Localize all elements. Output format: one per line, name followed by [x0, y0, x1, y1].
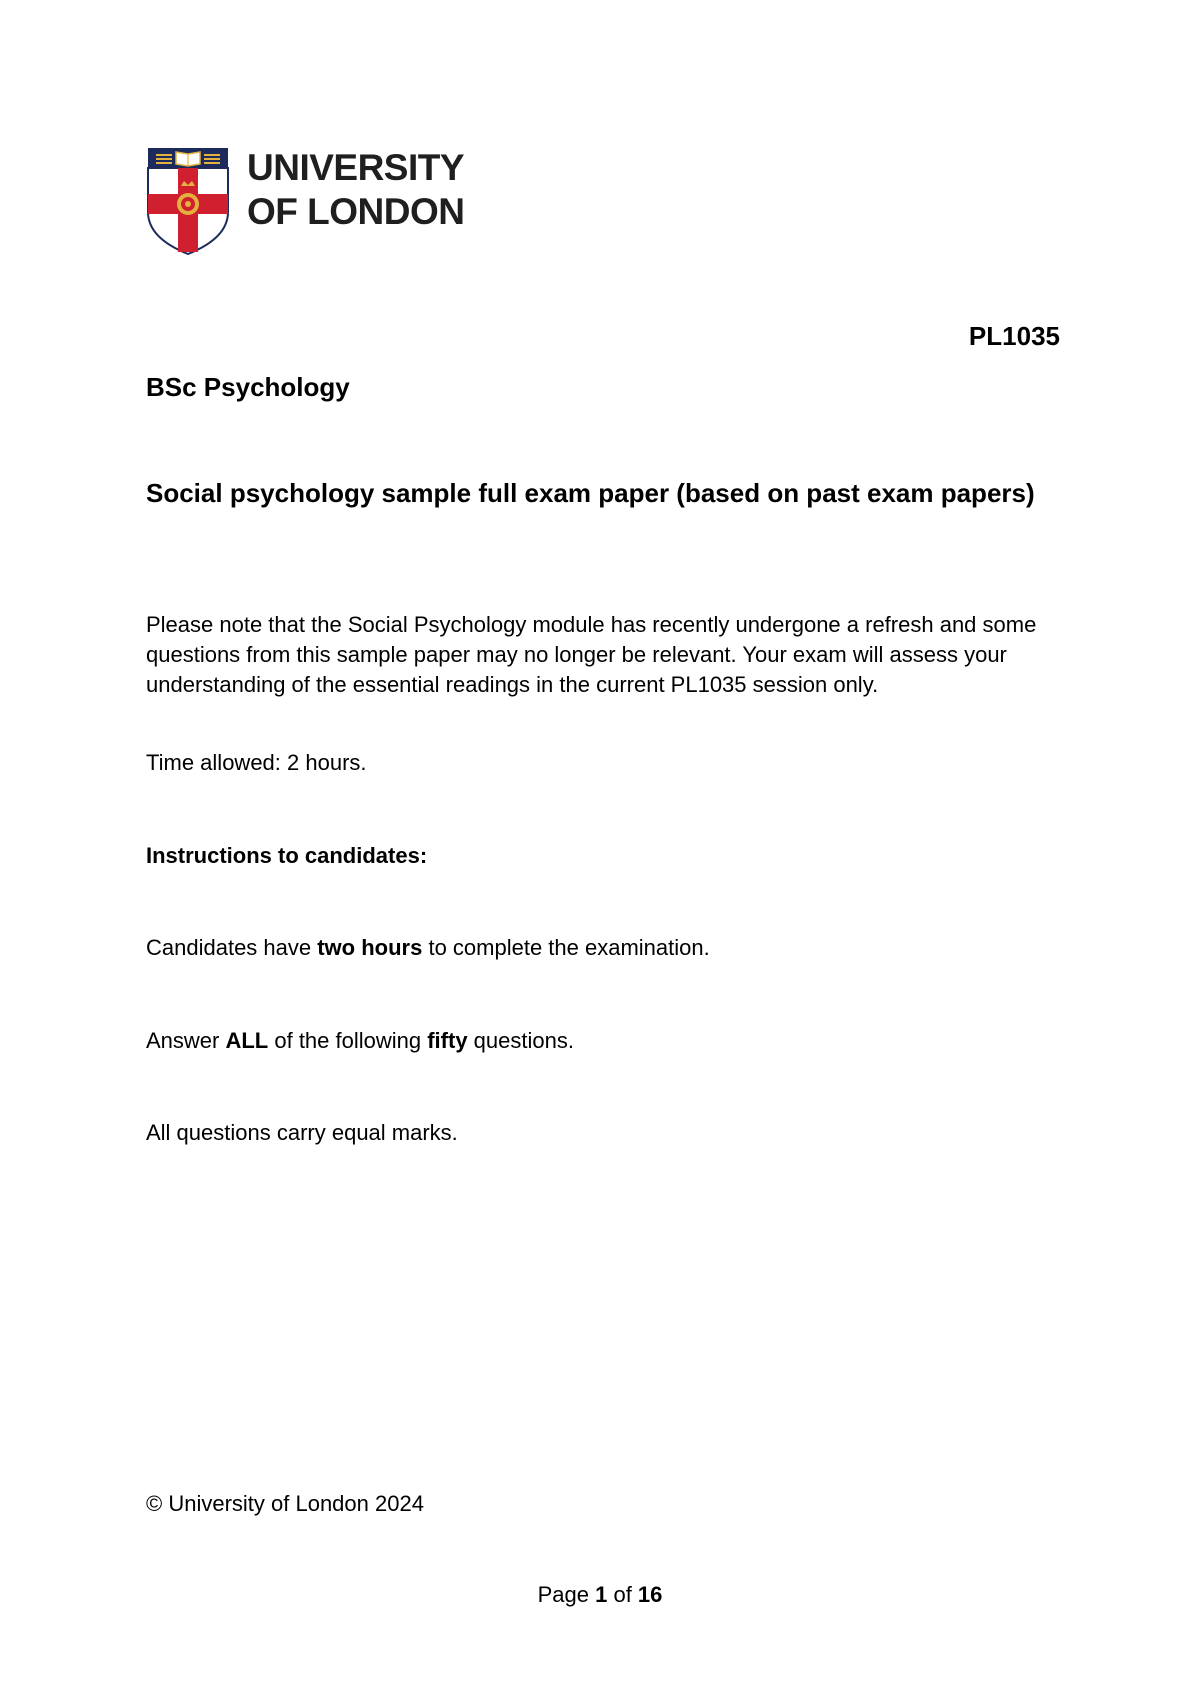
wordmark-line-1: UNIVERSITY — [247, 147, 465, 188]
university-wordmark — [247, 146, 464, 234]
instruction-equal-marks: All questions carry equal marks. — [146, 1120, 458, 1145]
page-prefix: Page — [537, 1582, 596, 1607]
paper-title: Social psychology sample full exam paper (based on past exam papers) — [146, 478, 1035, 508]
university-logo — [146, 146, 486, 256]
module-code: PL1035 — [968, 321, 1060, 351]
instruction-duration-bold: two hours — [317, 935, 423, 960]
refresh-note: Please note that the Social Psychology module has recently undergone a refresh and some questions from this sample paper may no longer be relevant. Your exam will assess your understanding of the essential readings in the current PL1035 session only. — [146, 612, 1037, 697]
degree-title: BSc Psychology — [146, 372, 350, 402]
wordmark-line-2: OF LONDON — [247, 191, 465, 232]
page-total: 16 — [637, 1582, 663, 1607]
instruction-duration — [146, 933, 710, 963]
instruction-answer-post: questions. — [467, 1028, 574, 1053]
instructions-heading: Instructions to candidates: — [146, 843, 428, 868]
page-of: of — [607, 1582, 638, 1607]
page-number — [0, 1580, 1200, 1610]
time-allowed: Time allowed: 2 hours. — [146, 750, 367, 775]
instruction-answer-mid: of the following — [268, 1028, 428, 1053]
page-current: 1 — [595, 1582, 608, 1607]
copyright-notice: © University of London 2024 — [146, 1491, 424, 1516]
instruction-answer-all-bold: ALL — [225, 1028, 269, 1053]
instruction-duration-pre: Candidates have — [146, 935, 318, 960]
instruction-answer-pre: Answer — [146, 1028, 226, 1053]
instruction-answer-all — [146, 1026, 574, 1056]
instruction-duration-post: to complete the examination. — [422, 935, 710, 960]
instruction-answer-fifty-bold: fifty — [427, 1028, 468, 1053]
crest-icon — [146, 146, 230, 256]
